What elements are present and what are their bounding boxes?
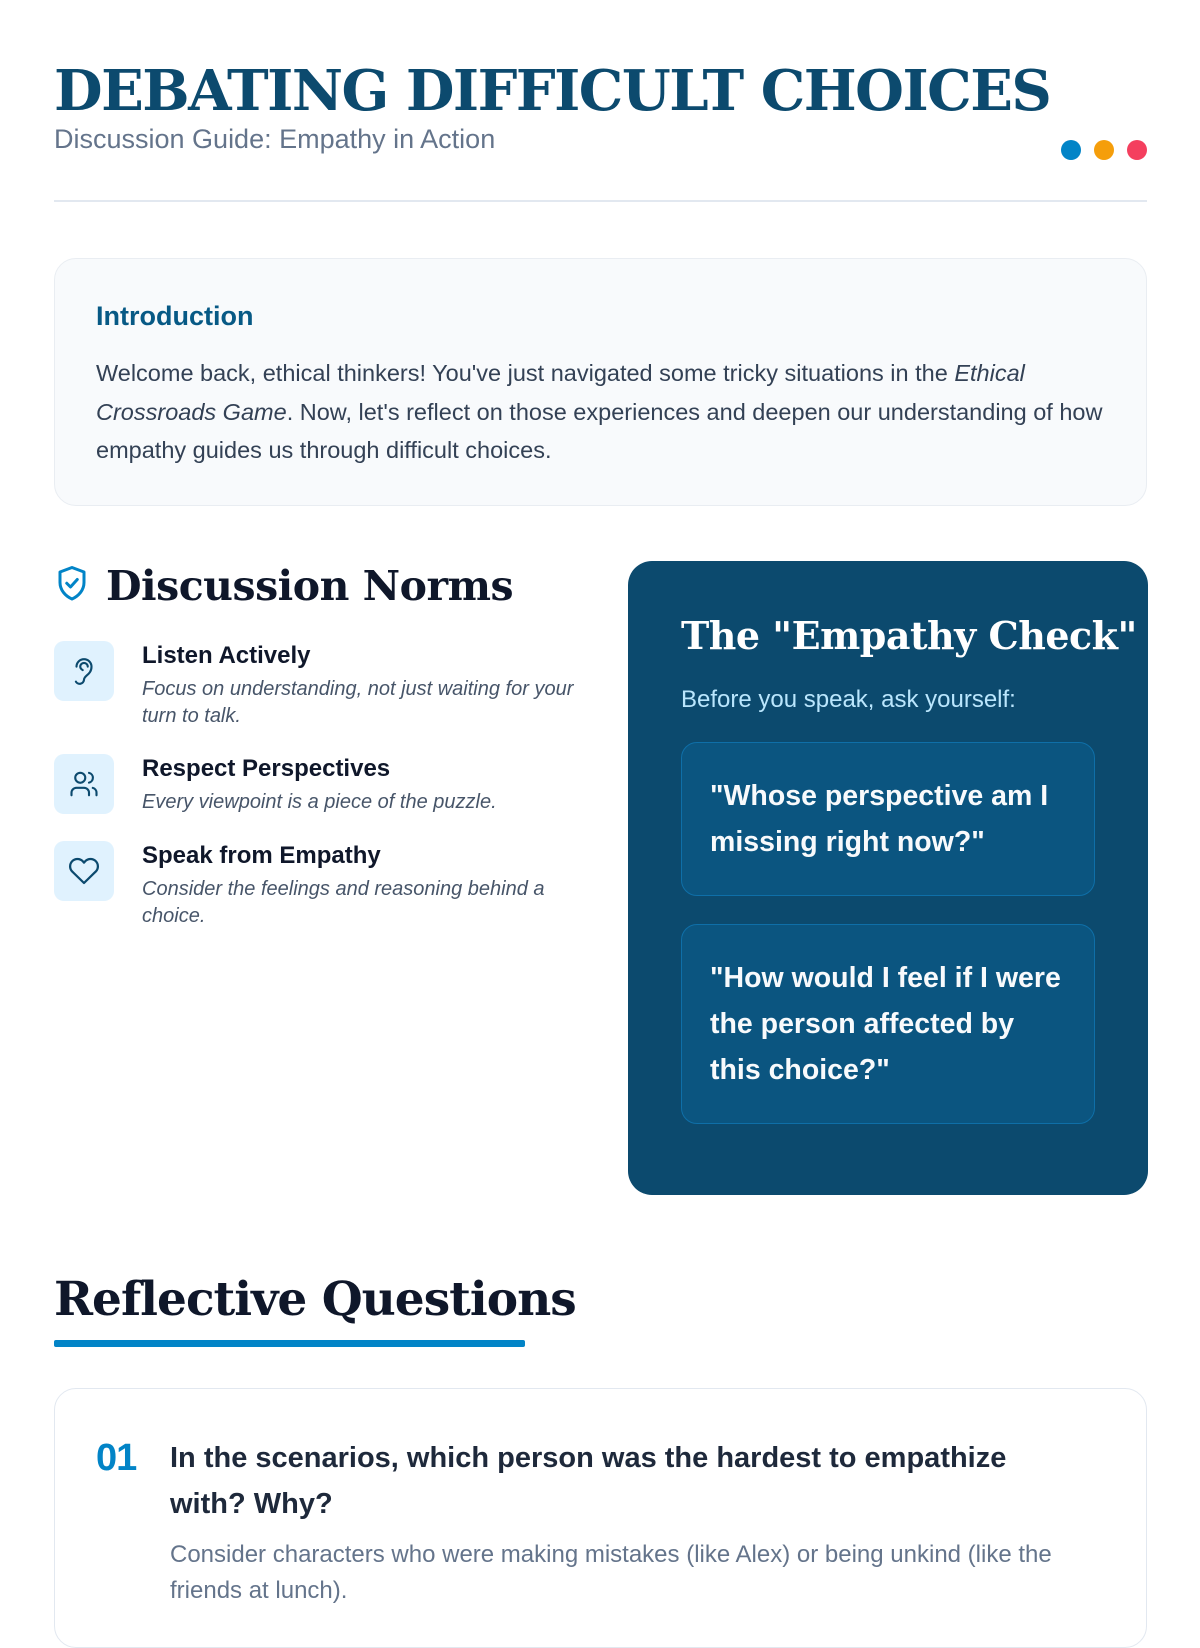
- decorative-dots: [1061, 140, 1147, 160]
- heart-icon: [54, 841, 114, 901]
- introduction-heading: Introduction: [96, 301, 254, 331]
- norm-title: Speak from Empathy: [142, 842, 381, 869]
- norm-item: [54, 754, 594, 816]
- norm-description: Every viewpoint is a piece of the puzzle.: [142, 791, 497, 813]
- question-text: In the scenarios, which person was the hardest to empathize with? Why?: [170, 1442, 1007, 1520]
- orange-dot: [1094, 140, 1114, 160]
- introduction-card: [54, 258, 1147, 506]
- blue-dot: [1061, 140, 1081, 160]
- shield-check-icon: [54, 564, 90, 609]
- ear-icon: [54, 641, 114, 701]
- game-name: Ethical Crossroads Game: [96, 360, 1025, 425]
- heading-underline: [54, 1340, 525, 1347]
- norm-description: Focus on understanding, not just waiting for your turn to talk.: [142, 678, 574, 727]
- intro-text-start: Welcome back, ethical thinkers! You've just navigated some tricky situations in the: [96, 360, 955, 386]
- users-icon: [54, 754, 114, 814]
- discussion-norms-heading: Discussion Norms: [106, 562, 514, 610]
- reflective-questions-heading: Reflective Questions: [54, 1272, 576, 1327]
- norm-title: Listen Actively: [142, 642, 311, 669]
- page-title: DEBATING DIFFICULT CHOICES: [54, 58, 1051, 124]
- empathy-check-title: The "Empathy Check": [681, 613, 1137, 658]
- empathy-question: "How would I feel if I were the person affected by this choice?": [681, 924, 1095, 1124]
- header-divider: [54, 200, 1147, 202]
- page-subtitle: Discussion Guide: Empathy in Action: [54, 124, 496, 154]
- question-hint: Consider characters who were making mistakes (like Alex) or being unkind (like the friends at lunch).: [170, 1541, 1052, 1604]
- norm-description: Consider the feelings and reasoning behind a choice.: [142, 878, 545, 927]
- norm-item: [54, 841, 594, 930]
- empathy-check-card: [628, 561, 1148, 1195]
- introduction-text: [96, 354, 1106, 470]
- question-number: 01: [96, 1437, 137, 1479]
- norm-title: Respect Perspectives: [142, 755, 391, 782]
- empathy-check-lead: Before you speak, ask yourself:: [681, 686, 1016, 713]
- norm-item: [54, 641, 594, 730]
- empathy-question: "Whose perspective am I missing right now?": [681, 742, 1095, 896]
- question-card: [54, 1388, 1147, 1648]
- red-dot: [1127, 140, 1147, 160]
- intro-text-end: . Now, let's reflect on those experiences and deepen our understanding of how empathy guides us through difficult choices.: [96, 398, 1103, 463]
- discussion-norms-header: [54, 562, 513, 610]
